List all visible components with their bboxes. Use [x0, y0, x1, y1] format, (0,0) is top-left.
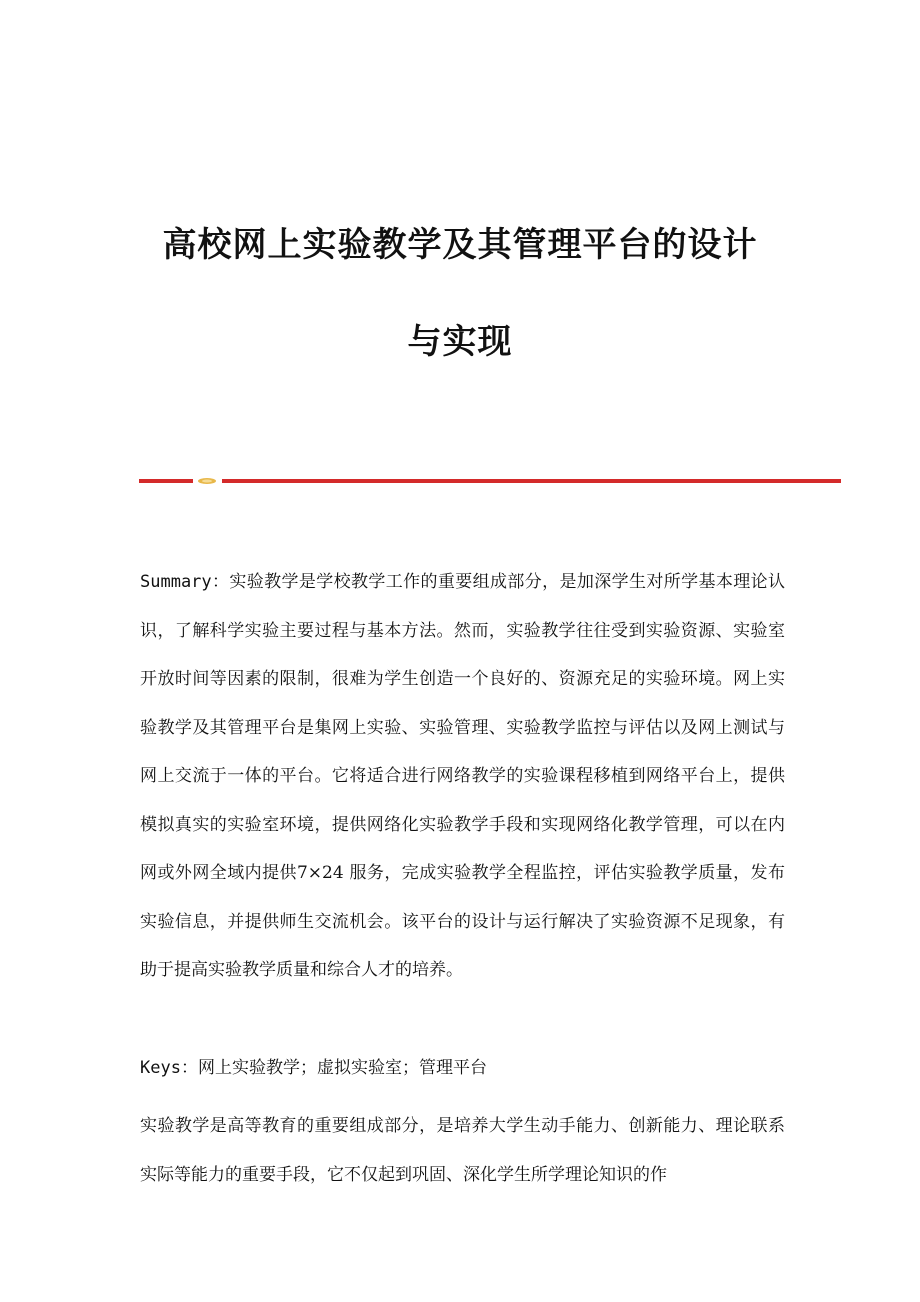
summary-text: 实验教学是学校教学工作的重要组成部分，是加深学生对所学基本理论认识，了解科学实验主要过程与基本方法。然而，实验教学往往受到实验资源、实验室开放时间等因素的限制，很难为学生创造一个良好的、资源充足的实验环境。网上实验教学及其管理平台是集网上实验、实验管理、实验教学监控与评估以及网上测试与网上交流于一体的平台。它将适合进行网络教学的实验课程移植到网络平台上，提供模拟真实的实验室环境，提供网络化实验教学手段和实现网络化教学管理，可以在内网或外网全域内提供7×24 服务，完成实验教学全程监控，评估实验教学质量，发布实验信息，并提供师生交流机会。该平台的设计与运行解决了实验资源不足现象，有助于提高实验教学质量和综合人才的培养。: [140, 572, 786, 980]
divider-bar-right: [222, 479, 841, 483]
keywords-paragraph: [140, 1044, 785, 1093]
summary-paragraph: [140, 558, 785, 995]
divider-ornament-icon: [197, 477, 217, 485]
keywords-label: Keys：: [140, 1058, 198, 1078]
divider-bar-left: [139, 479, 193, 483]
summary-label: Summary：: [140, 572, 230, 592]
title-divider: [139, 477, 841, 485]
document-title-line-1: 高校网上实验教学及其管理平台的设计: [162, 225, 758, 265]
document-title-line-2: 与实现: [407, 322, 513, 362]
keywords-text: 网上实验教学；虚拟实验室；管理平台: [197, 1058, 487, 1078]
intro-paragraph: 实验教学是高等教育的重要组成部分，是培养大学生动手能力、创新能力、理论联系实际等能力的重要手段，它不仅起到巩固、深化学生所学理论知识的作: [140, 1116, 785, 1185]
